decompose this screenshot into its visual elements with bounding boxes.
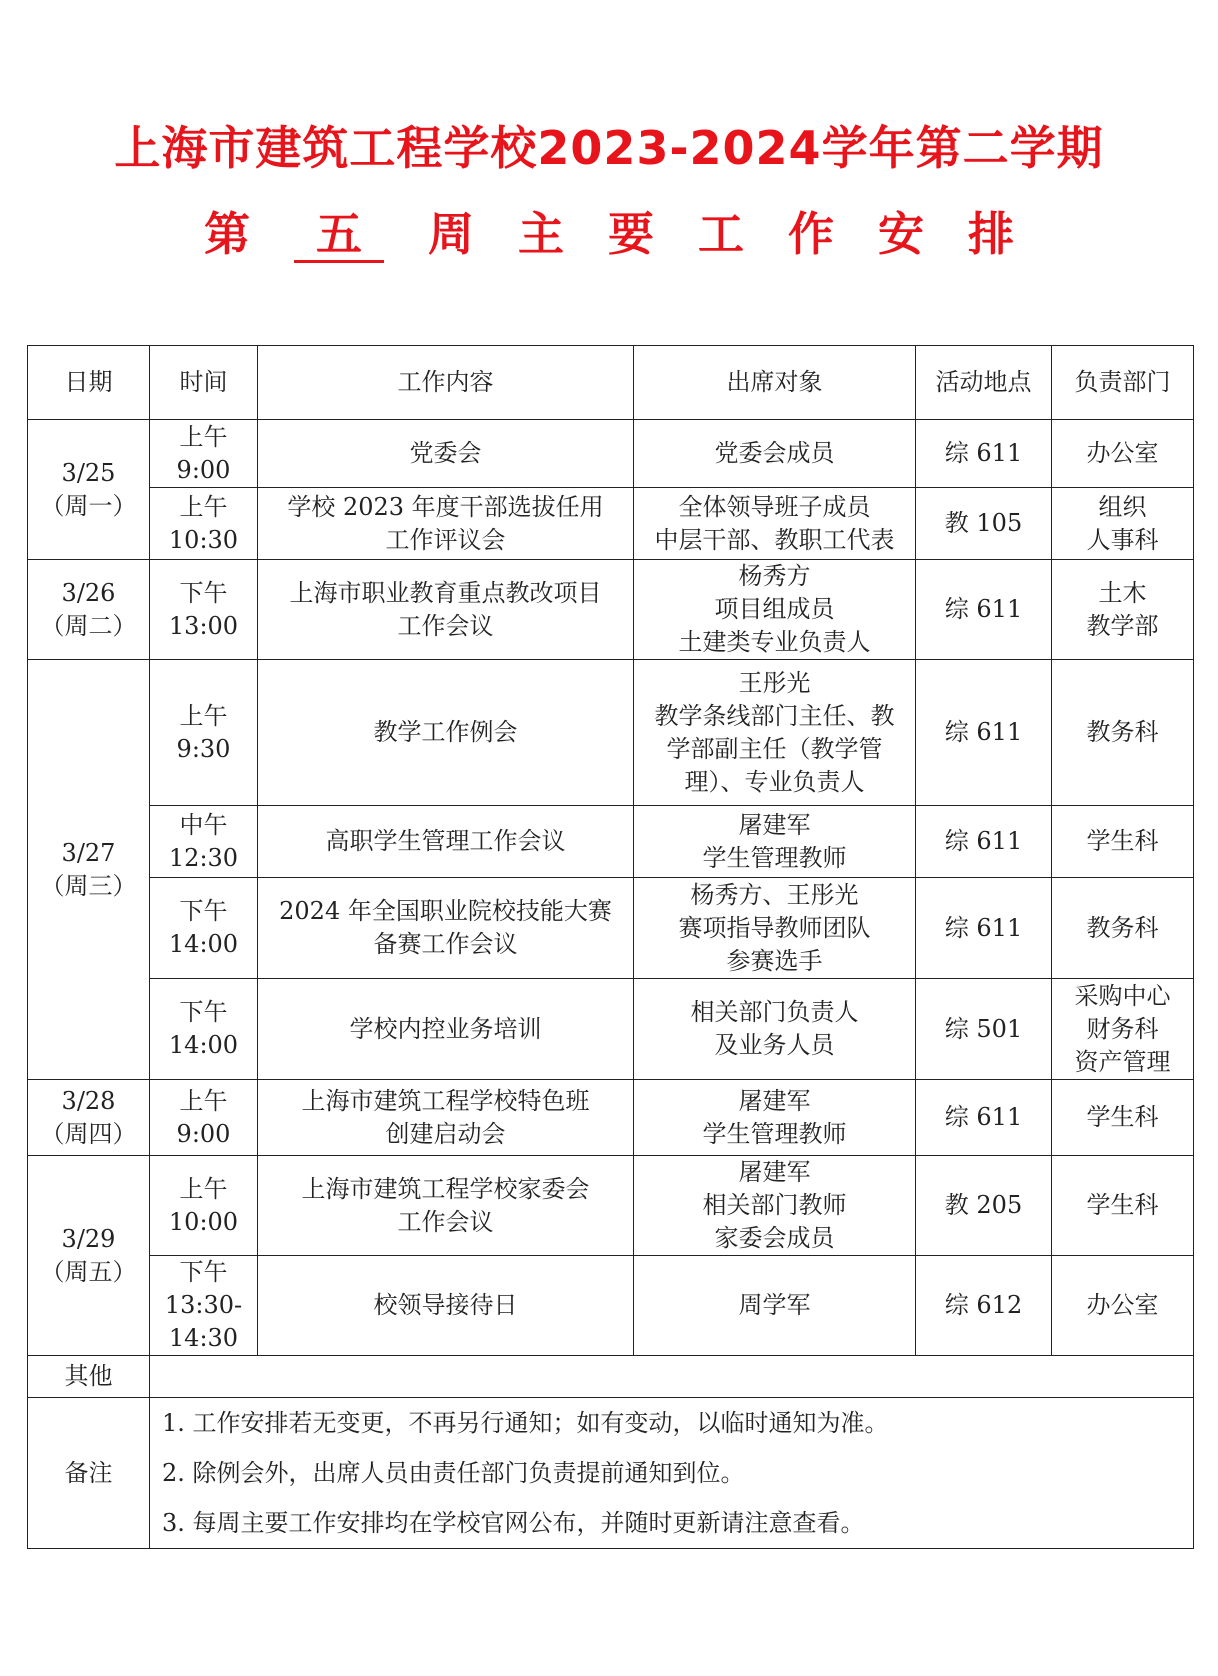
time-cell: 上午 9:30 — [150, 660, 258, 806]
place-cell: 教 105 — [916, 488, 1052, 560]
subtitle-char: 作 — [788, 207, 834, 261]
place-cell: 综 611 — [916, 1080, 1052, 1156]
attendees-cell: 屠建军 学生管理教师 — [634, 806, 916, 878]
table-row — [28, 979, 1194, 1080]
table-row — [28, 488, 1194, 560]
date-cell: 3/28 （周四） — [28, 1080, 150, 1156]
date-cell: 3/27 （周三） — [28, 660, 150, 1080]
content-cell: 上海市建筑工程学校特色班 创建启动会 — [258, 1080, 634, 1156]
place-cell: 综 611 — [916, 878, 1052, 979]
table-row — [28, 1156, 1194, 1256]
table-row — [28, 660, 1194, 806]
attendees-cell: 杨秀方、王彤光 赛项指导教师团队 参赛选手 — [634, 878, 916, 979]
subtitle-char: 安 — [878, 207, 924, 261]
remarks-label: 备注 — [28, 1398, 150, 1549]
attendees-cell: 相关部门负责人 及业务人员 — [634, 979, 916, 1080]
column-header: 负责部门 — [1052, 346, 1194, 420]
place-cell: 综 501 — [916, 979, 1052, 1080]
time-cell: 下午 14:00 — [150, 979, 258, 1080]
column-header: 活动地点 — [916, 346, 1052, 420]
time-cell: 中午 12:30 — [150, 806, 258, 878]
dept-cell: 教务科 — [1052, 878, 1194, 979]
table-header-row — [28, 346, 1194, 420]
other-row — [28, 1356, 1194, 1398]
time-cell: 上午 10:00 — [150, 1156, 258, 1256]
remark-item: 1. 工作安排若无变更，不再另行通知；如有变动，以临时通知为准。 — [162, 1409, 889, 1437]
content-cell: 2024 年全国职业院校技能大赛 备赛工作会议 — [258, 878, 634, 979]
dept-cell: 学生科 — [1052, 806, 1194, 878]
remarks-list — [150, 1398, 1194, 1549]
dept-cell: 办公室 — [1052, 420, 1194, 488]
table-row — [28, 878, 1194, 979]
week-number: 五 — [294, 208, 384, 263]
subtitle-char: 排 — [968, 207, 1014, 261]
content-cell: 教学工作例会 — [258, 660, 634, 806]
subtitle-prefix: 第 — [204, 207, 250, 261]
place-cell: 教 205 — [916, 1156, 1052, 1256]
place-cell: 综 612 — [916, 1256, 1052, 1356]
time-cell: 下午 14:00 — [150, 878, 258, 979]
dept-cell: 学生科 — [1052, 1080, 1194, 1156]
content-cell: 学校内控业务培训 — [258, 979, 634, 1080]
remark-item: 2. 除例会外，出席人员由责任部门负责提前通知到位。 — [162, 1459, 745, 1487]
place-cell: 综 611 — [916, 560, 1052, 660]
table-row — [28, 420, 1194, 488]
column-header: 出席对象 — [634, 346, 916, 420]
place-cell: 综 611 — [916, 806, 1052, 878]
remarks-row — [28, 1398, 1194, 1549]
dept-cell: 学生科 — [1052, 1156, 1194, 1256]
attendees-cell: 杨秀方 项目组成员 土建类专业负责人 — [634, 560, 916, 660]
time-cell: 上午 10:30 — [150, 488, 258, 560]
page-title: 上海市建筑工程学校2023-2024学年第二学期 — [114, 121, 1104, 175]
attendees-cell: 屠建军 相关部门教师 家委会成员 — [634, 1156, 916, 1256]
content-cell: 党委会 — [258, 420, 634, 488]
other-label: 其他 — [28, 1356, 150, 1398]
date-cell: 3/25 （周一） — [28, 420, 150, 560]
attendees-cell: 屠建军 学生管理教师 — [634, 1080, 916, 1156]
table-row — [28, 1256, 1194, 1356]
attendees-cell: 王彤光 教学条线部门主任、教 学部副主任（教学管 理）、专业负责人 — [634, 660, 916, 806]
attendees-cell: 党委会成员 — [634, 420, 916, 488]
content-cell: 高职学生管理工作会议 — [258, 806, 634, 878]
column-header: 工作内容 — [258, 346, 634, 420]
time-cell: 上午 9:00 — [150, 1080, 258, 1156]
time-cell: 下午 13:30- 14:30 — [150, 1256, 258, 1356]
dept-cell: 办公室 — [1052, 1256, 1194, 1356]
content-cell: 上海市建筑工程学校家委会 工作会议 — [258, 1156, 634, 1256]
attendees-cell: 全体领导班子成员 中层干部、教职工代表 — [634, 488, 916, 560]
schedule-table — [27, 345, 1194, 1549]
content-cell: 学校 2023 年度干部选拔任用 工作评议会 — [258, 488, 634, 560]
date-cell: 3/29 （周五） — [28, 1156, 150, 1356]
place-cell: 综 611 — [916, 660, 1052, 806]
content-cell: 上海市职业教育重点教改项目 工作会议 — [258, 560, 634, 660]
column-header: 日期 — [28, 346, 150, 420]
content-cell: 校领导接待日 — [258, 1256, 634, 1356]
subtitle-char: 工 — [698, 207, 744, 261]
remark-item: 3. 每周主要工作安排均在学校官网公布，并随时更新请注意查看。 — [162, 1509, 865, 1537]
dept-cell: 组织 人事科 — [1052, 488, 1194, 560]
table-row — [28, 560, 1194, 660]
dept-cell: 采购中心 财务科 资产管理 — [1052, 979, 1194, 1080]
time-cell: 下午 13:00 — [150, 560, 258, 660]
subtitle-char: 主 — [518, 207, 564, 261]
date-cell: 3/26 （周二） — [28, 560, 150, 660]
time-cell: 上午 9:00 — [150, 420, 258, 488]
page-subtitle — [0, 198, 1218, 264]
subtitle-char: 要 — [608, 207, 654, 261]
place-cell: 综 611 — [916, 420, 1052, 488]
table-row — [28, 1080, 1194, 1156]
dept-cell: 教务科 — [1052, 660, 1194, 806]
attendees-cell: 周学军 — [634, 1256, 916, 1356]
column-header: 时间 — [150, 346, 258, 420]
other-value — [150, 1356, 1194, 1398]
subtitle-char: 周 — [428, 207, 474, 261]
table-row — [28, 806, 1194, 878]
dept-cell: 土木 教学部 — [1052, 560, 1194, 660]
